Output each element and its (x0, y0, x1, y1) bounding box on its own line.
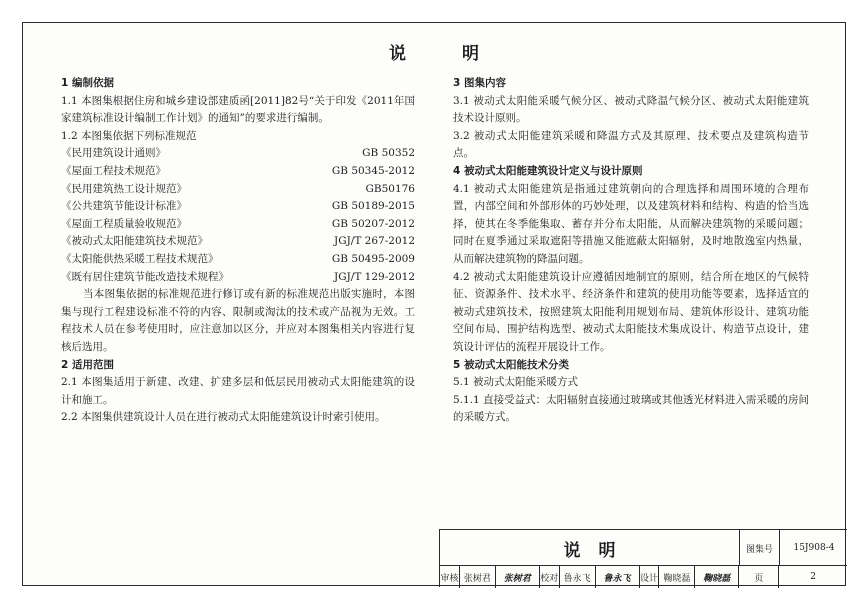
section-2-heading: 2 适用范围 (61, 358, 114, 371)
standard-row (61, 163, 415, 181)
standard-row (61, 269, 415, 287)
page-label: 页 (739, 566, 779, 588)
atlas-no-value: 15J908-4 (793, 543, 835, 553)
standard-code: GB 50495-2009 (331, 252, 415, 265)
standard-row (61, 251, 415, 269)
standard-code: JGJ/T 267-2012 (334, 235, 415, 248)
standard-code: GB 50189-2015 (331, 200, 415, 213)
standard-row (61, 233, 415, 251)
standard-code: GB50176 (365, 182, 415, 195)
check-signature: 鲁永飞 (596, 566, 640, 588)
clause-2-1: 2.1 本图集适用于新建、改建、扩建多层和低层民用被动式太阳能建筑的设计和施工。 (61, 376, 415, 406)
standard-name: 《民用建筑热工设计规范》 (61, 182, 187, 195)
revision-note: 当本图集依据的标准规范进行修订或有新的标准规范出版实施时，本图集与现行工程建设标准不符的内容、限制或淘汰的技术或产品视为无效。工程技术人员在参考使用时，应注意加以区分，并应对本图集相关内容进行复核后选用。 (61, 288, 415, 353)
standard-row (61, 198, 415, 216)
standard-name: 《太阳能供热采暖工程技术规范》 (61, 252, 219, 265)
standard-code: JGJ/T 129-2012 (334, 270, 415, 283)
title-block-top-row (440, 530, 847, 566)
title-block-title: 说明 (440, 530, 740, 566)
section-5-heading: 5 被动式太阳能技术分类 (453, 358, 569, 371)
standard-name: 《民用建筑设计通则》 (61, 147, 166, 160)
clause-3-2: 3.2 被动式太阳能建筑采暖和降温方式及其原理、技术要点及建筑构造节点。 (453, 129, 809, 160)
section-3-heading: 3 图集内容 (453, 77, 506, 89)
standard-code: GB 50207-2012 (331, 217, 415, 230)
standard-name: 《被动式太阳能建筑技术规范》 (61, 235, 208, 248)
standard-name: 《既有居住建筑节能改造技术规程》 (61, 270, 229, 283)
title-block-sign-row (440, 566, 847, 588)
review-label: 审核 (440, 566, 460, 588)
standard-row (61, 181, 415, 199)
left-column (61, 75, 415, 427)
section-1-heading: 1 编制依据 (61, 77, 114, 89)
page-number: 2 (810, 572, 816, 582)
title-block (439, 529, 847, 587)
drawing-sheet (22, 22, 846, 586)
design-signature: 鞠晓磊 (695, 566, 739, 588)
design-label: 设计 (640, 566, 660, 588)
standard-name: 《屋面工程技术规范》 (61, 164, 166, 177)
standard-name: 《屋面工程质量验收规范》 (61, 217, 187, 230)
page-title: 说明 (389, 44, 535, 64)
check-name: 鲁永飞 (560, 566, 596, 588)
standard-name: 《公共建筑节能设计标准》 (61, 200, 187, 213)
design-name: 鞠晓磊 (659, 566, 695, 588)
right-column (453, 75, 809, 427)
standard-code: GB 50345-2012 (331, 164, 415, 177)
clause-2-2: 2.2 本图集供建筑设计人员在进行被动式太阳能建筑设计时索引使用。 (61, 411, 386, 424)
clause-5-1-1: 5.1.1 直接受益式：太阳辐射直接通过玻璃或其他透光材料进入需采暖的房间的采暖方式。 (453, 393, 809, 424)
standard-row (61, 145, 415, 163)
clause-1-1: 1.1 本图集根据住房和城乡建设部建质函[2011]82号“关于印发《2011年国家建筑标准设计编制工作计划》的通知”的要求进行编制。 (61, 94, 415, 125)
standard-code: GB 50352 (362, 147, 415, 160)
clause-3-1: 3.1 被动式太阳能采暖气候分区、被动式降温气候分区、被动式太阳能建筑技术设计原则。 (453, 94, 809, 125)
review-name: 张树君 (460, 566, 496, 588)
clause-5-1: 5.1 被动式太阳能采暖方式 (453, 376, 579, 389)
check-label: 校对 (540, 566, 560, 588)
clause-4-2: 4.2 被动式太阳能建筑设计应遵循因地制宜的原则，结合所在地区的气候特征、资源条件、技术水平、经济条件和建筑的使用功能等要素，选择适宜的被动式建筑技术，按照建筑太阳能利用规划布局、建筑体形设计、建筑功能空间布局、围护结构选型、被动式太阳能技术集成设计、构造节点设计，建筑设计评估的流程开展设计工作。 (453, 270, 809, 353)
review-signature: 张树君 (496, 566, 540, 588)
clause-4-1: 4.1 被动式太阳能建筑是指通过建筑朝向的合理选择和周围环境的合理布置，内部空间和外部形体的巧妙处理，以及建筑材料和结构、构造的恰当选择，使其在冬季能集取、蓄存并分布太阳能，从而解决建筑物的采暖问题；同时在夏季通过采取遮阳等措施又能遮蔽太阳辐射，及时地散逸室内热量，从而解决建筑物的降温问题。 (453, 182, 809, 265)
atlas-no-label: 图集号 (740, 530, 780, 566)
standard-row (61, 216, 415, 234)
clause-1-2: 1.2 本图集依据下列标准规范 (61, 129, 197, 142)
section-4-heading: 4 被动式太阳能建筑设计定义与设计原则 (453, 164, 643, 177)
